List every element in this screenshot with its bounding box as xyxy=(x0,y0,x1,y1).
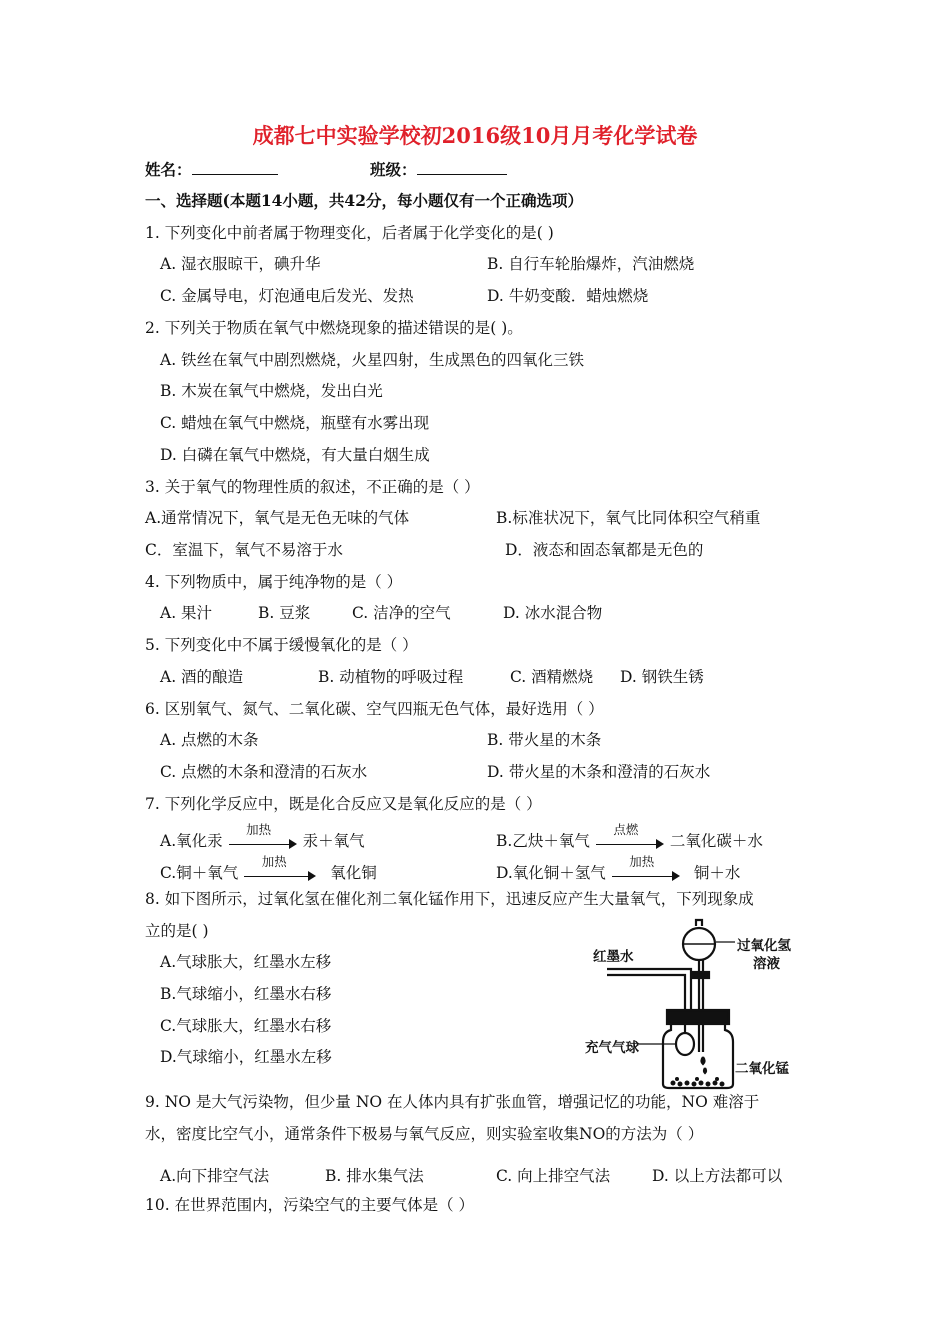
q9-option-c[interactable]: C. 向上排空气法 xyxy=(496,1167,611,1185)
page-title: 成都七中实验学校初2016级10月月考化学试卷 xyxy=(252,123,698,148)
q7-option-c[interactable] xyxy=(160,854,377,884)
q7-c-products: 氧化铜 xyxy=(330,864,377,882)
q7-option-d[interactable] xyxy=(496,854,741,884)
q5-option-b[interactable]: B. 动植物的呼吸过程 xyxy=(318,668,464,686)
reaction-arrow-icon xyxy=(612,854,680,884)
reaction-condition: 加热 xyxy=(261,854,287,869)
question-3-stem: 3. 关于氧气的物理性质的叙述，不正确的是（ ） xyxy=(145,478,480,496)
q1-option-a[interactable]: A. 湿衣服晾干，碘升华 xyxy=(160,255,321,273)
q7-option-a[interactable] xyxy=(160,822,365,852)
q4-option-a[interactable]: A. 果汁 xyxy=(160,604,213,622)
q1-option-d[interactable]: D. 牛奶变酸．蜡烛燃烧 xyxy=(487,287,649,305)
question-9-stem: 9. NO 是大气污染物，但少量 NO 在人体内具有扩张血管，增强记忆的功能，NO 难溶于 xyxy=(145,1093,760,1111)
question-2-stem: 2. 下列关于物质在氧气中燃烧现象的描述错误的是( )。 xyxy=(145,319,523,337)
q3-option-b[interactable]: B.标准状况下，氧气比同体积空气稍重 xyxy=(496,509,761,527)
reaction-arrow-icon xyxy=(229,822,297,852)
q7-d-products: 铜＋水 xyxy=(693,864,741,882)
question-4-stem: 4. 下列物质中，属于纯净物的是（ ） xyxy=(145,573,403,591)
q5-option-d[interactable]: D. 钢铁生锈 xyxy=(620,668,704,686)
q7-a-products: 汞＋氧气 xyxy=(302,832,365,850)
q7-b-products: 二氧化碳＋水 xyxy=(669,832,763,850)
q4-option-d[interactable]: D. 冰水混合物 xyxy=(503,604,603,622)
q7-option-b[interactable] xyxy=(496,822,763,852)
q9-option-b[interactable]: B. 排水集气法 xyxy=(325,1167,424,1185)
reaction-condition: 加热 xyxy=(246,822,272,837)
q6-option-d[interactable]: D. 带火星的木条和澄清的石灰水 xyxy=(487,763,711,781)
label-mno2: 二氧化锰 xyxy=(735,1061,789,1077)
q8-option-b[interactable]: B.气球缩小，红墨水右移 xyxy=(160,985,332,1003)
q8-option-d[interactable]: D.气球缩小，红墨水左移 xyxy=(160,1048,332,1066)
q4-option-b[interactable]: B. 豆浆 xyxy=(258,604,311,622)
name-field xyxy=(145,158,278,180)
class-blank[interactable] xyxy=(417,158,507,175)
q3-option-d[interactable]: D．液态和固态氧都是无色的 xyxy=(505,541,704,559)
q8-option-c[interactable]: C.气球胀大，红墨水右移 xyxy=(160,1017,332,1035)
q1-option-c[interactable]: C. 金属导电，灯泡通电后发光、发热 xyxy=(160,287,414,305)
q6-option-b[interactable]: B. 带火星的木条 xyxy=(487,731,602,749)
q7-b-reactants: B.乙炔＋氧气 xyxy=(496,832,590,850)
q5-option-a[interactable]: A. 酒的酿造 xyxy=(160,668,244,686)
q9-option-d[interactable]: D. 以上方法都可以 xyxy=(652,1167,783,1185)
q3-option-a[interactable]: A.通常情况下，氧气是无色无味的气体 xyxy=(145,509,410,527)
question-6-stem: 6. 区别氧气、氮气、二氧化碳、空气四瓶无色气体，最好选用（ ） xyxy=(145,700,604,718)
name-blank[interactable] xyxy=(192,158,278,175)
q6-option-c[interactable]: C. 点燃的木条和澄清的石灰水 xyxy=(160,763,368,781)
q2-option-b[interactable]: B. 木炭在氧气中燃烧，发出白光 xyxy=(160,382,383,400)
q2-option-c[interactable]: C. 蜡烛在氧气中燃烧，瓶壁有水雾出现 xyxy=(160,414,430,432)
section-heading: 一、选择题(本题14小题，共42分，每小题仅有一个正确选项） xyxy=(145,191,583,210)
name-label: 姓名： xyxy=(145,160,192,179)
q7-a-reactants: A.氧化汞 xyxy=(160,832,223,850)
q2-option-d[interactable]: D. 白磷在氧气中燃烧，有大量白烟生成 xyxy=(160,446,430,464)
apparatus-figure xyxy=(585,912,805,1092)
label-red-ink: 红墨水 xyxy=(593,949,634,965)
q7-d-reactants: D.氧化铜＋氢气 xyxy=(496,864,606,882)
class-label: 班级： xyxy=(370,160,417,179)
reaction-condition: 点燃 xyxy=(613,822,639,837)
label-h2o2-solution: 溶液 xyxy=(753,956,780,972)
label-balloon: 充气气球 xyxy=(585,1040,639,1056)
question-9-stem-cont: 水，密度比空气小，通常条件下极易与氧气反应，则实验室收集NO的方法为（ ） xyxy=(145,1125,704,1143)
q6-option-a[interactable]: A. 点燃的木条 xyxy=(160,731,259,749)
q1-option-b[interactable]: B. 自行车轮胎爆炸，汽油燃烧 xyxy=(487,255,695,273)
reaction-arrow-icon xyxy=(596,822,664,852)
question-8-stem-cont: 立的是( ) xyxy=(145,922,209,940)
q4-option-c[interactable]: C. 洁净的空气 xyxy=(352,604,451,622)
reaction-arrow-icon xyxy=(244,854,316,884)
reaction-condition: 加热 xyxy=(629,854,655,869)
q8-option-a[interactable]: A.气球胀大，红墨水左移 xyxy=(160,953,332,971)
q3-option-c[interactable]: C．室温下，氧气不易溶于水 xyxy=(145,541,343,559)
class-field xyxy=(370,158,507,180)
question-7-stem: 7. 下列化学反应中，既是化合反应又是氧化反应的是（ ） xyxy=(145,795,542,813)
q2-option-a[interactable]: A. 铁丝在氧气中剧烈燃烧，火星四射，生成黑色的四氧化三铁 xyxy=(160,351,585,369)
question-1-stem: 1. 下列变化中前者属于物理变化，后者属于化学变化的是( ) xyxy=(145,224,554,242)
label-h2o2: 过氧化氢 xyxy=(737,938,791,954)
q5-option-c[interactable]: C. 酒精燃烧 xyxy=(510,668,594,686)
q9-option-a[interactable]: A.向下排空气法 xyxy=(160,1167,270,1185)
question-10-stem: 10. 在世界范围内，污染空气的主要气体是（ ） xyxy=(145,1196,475,1214)
question-8-stem: 8. 如下图所示，过氧化氢在催化剂二氧化锰作用下，迅速反应产生大量氧气，下列现象成 xyxy=(145,890,754,908)
q7-c-reactants: C.铜＋氧气 xyxy=(160,864,239,882)
question-5-stem: 5. 下列变化中不属于缓慢氧化的是（ ） xyxy=(145,636,418,654)
